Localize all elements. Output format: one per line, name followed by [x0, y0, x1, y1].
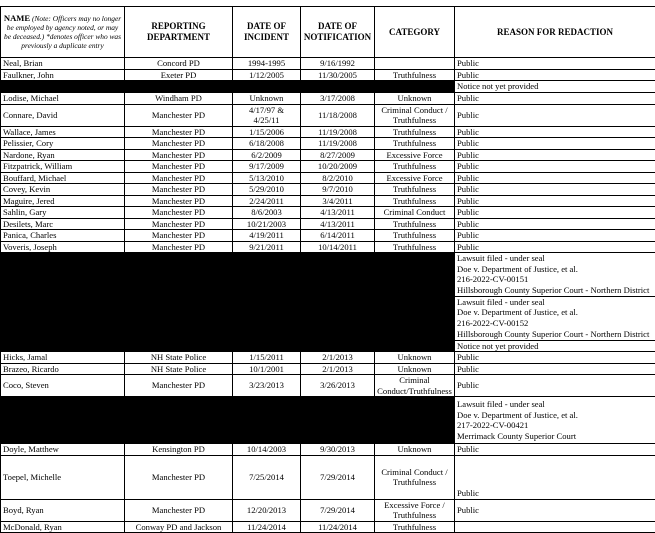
department-cell: Concord PD	[125, 58, 233, 70]
reason-line: 216-2022-CV-00152	[455, 318, 655, 329]
incident-date-cell: 9/17/2009	[233, 161, 301, 173]
table-row	[1, 138, 655, 150]
notification-date-cell: 9/7/2010	[301, 184, 375, 196]
officer-name-cell: Sahlin, Gary	[1, 207, 125, 219]
incident-date-cell: 6/2/2009	[233, 149, 301, 161]
incident-date-cell: 1/15/2006	[233, 126, 301, 138]
table-row	[1, 69, 655, 81]
officer-name-cell: Toepel, Michelle	[1, 455, 125, 499]
reason-cell: Public	[455, 58, 655, 70]
redacted-row	[1, 253, 655, 352]
notification-date-cell: 11/24/2014	[301, 521, 375, 533]
department-cell: Manchester PD	[125, 455, 233, 499]
category-cell: Criminal Conduct / Truthfulness	[375, 455, 455, 499]
reason-cell: Public	[455, 195, 655, 207]
table-row	[1, 444, 655, 456]
notification-date-cell: 9/16/1992	[301, 58, 375, 70]
department-cell: Manchester PD	[125, 126, 233, 138]
table-row	[1, 104, 655, 126]
category-cell: Criminal Conduct	[375, 207, 455, 219]
officer-name-cell: Hicks, Jamal	[1, 352, 125, 364]
officer-name-cell: Nardone, Ryan	[1, 149, 125, 161]
reason-cell	[455, 397, 655, 444]
table-row	[1, 352, 655, 364]
department-cell: Manchester PD	[125, 195, 233, 207]
notification-date-cell: 6/14/2011	[301, 230, 375, 242]
category-cell: Truthfulness	[375, 138, 455, 150]
officer-name-cell: Lodise, Michael	[1, 93, 125, 105]
reason-line: Notice not yet provided	[455, 81, 655, 92]
notification-header: DATE OF NOTIFICATION	[301, 7, 375, 58]
reason-cell: Public	[455, 161, 655, 173]
reason-cell: Public	[455, 104, 655, 126]
department-cell: Manchester PD	[125, 172, 233, 184]
department-cell: Manchester PD	[125, 375, 233, 397]
incident-date-cell: 3/23/2013	[233, 375, 301, 397]
name-header-title: NAME	[4, 13, 30, 23]
reason-cell: Public	[455, 444, 655, 456]
table-row	[1, 218, 655, 230]
incident-date-cell: 1994-1995	[233, 58, 301, 70]
reason-cell	[455, 81, 655, 93]
notification-date-cell: 2/1/2013	[301, 352, 375, 364]
officer-name-cell: Connare, David	[1, 104, 125, 126]
reason-cell	[455, 521, 655, 533]
officer-name-cell: Faulkner, John	[1, 69, 125, 81]
reason-cell: Public	[455, 138, 655, 150]
table-row	[1, 241, 655, 253]
notification-date-cell: 11/19/2008	[301, 138, 375, 150]
reason-cell: Public	[455, 172, 655, 184]
category-cell	[375, 58, 455, 70]
reason-line: Lawsuit filed - under seal	[455, 399, 655, 410]
department-cell: NH State Police	[125, 363, 233, 375]
table-row	[1, 207, 655, 219]
officer-name-cell: Brazeo, Ricardo	[1, 363, 125, 375]
reason-cell: Public	[455, 499, 655, 521]
table-row	[1, 172, 655, 184]
reason-line: Notice not yet provided	[455, 340, 655, 352]
notification-date-cell: 7/29/2014	[301, 499, 375, 521]
name-header	[1, 7, 125, 58]
incident-date-cell: 6/18/2008	[233, 138, 301, 150]
category-cell: Unknown	[375, 444, 455, 456]
category-cell: Truthfulness	[375, 241, 455, 253]
category-cell: Criminal Conduct / Truthfulness	[375, 104, 455, 126]
department-header: REPORTING DEPARTMENT	[125, 7, 233, 58]
table-row	[1, 149, 655, 161]
notification-date-cell: 8/2/2010	[301, 172, 375, 184]
department-cell: Manchester PD	[125, 241, 233, 253]
reason-cell: Public	[455, 363, 655, 375]
reason-cell	[455, 253, 655, 352]
redaction-bar	[1, 397, 455, 444]
incident-header: DATE OF INCIDENT	[233, 7, 301, 58]
table-row	[1, 93, 655, 105]
notification-date-cell: 8/27/2009	[301, 149, 375, 161]
table-row	[1, 499, 655, 521]
category-cell: Excessive Force	[375, 149, 455, 161]
notification-date-cell: 3/26/2013	[301, 375, 375, 397]
notification-date-cell: 3/4/2011	[301, 195, 375, 207]
department-cell: Conway PD and Jackson	[125, 521, 233, 533]
category-cell: Truthfulness	[375, 218, 455, 230]
reason-cell: Public	[455, 69, 655, 81]
table-row	[1, 195, 655, 207]
officer-name-cell: Fitzpatrick, William	[1, 161, 125, 173]
category-cell: Unknown	[375, 363, 455, 375]
reason-line: Hillsborough County Superior Court - Northern District	[455, 329, 655, 340]
department-cell: Manchester PD	[125, 499, 233, 521]
reason-cell: Public	[455, 455, 655, 499]
incident-date-cell: 1/12/2005	[233, 69, 301, 81]
reason-cell: Public	[455, 230, 655, 242]
incident-date-cell: 2/24/2011	[233, 195, 301, 207]
table-row	[1, 161, 655, 173]
category-cell: Truthfulness	[375, 126, 455, 138]
incident-date-cell: 8/6/2003	[233, 207, 301, 219]
notification-date-cell: 11/19/2008	[301, 126, 375, 138]
reason-cell: Public	[455, 241, 655, 253]
department-cell: Kensington PD	[125, 444, 233, 456]
officer-name-cell: Covey, Kevin	[1, 184, 125, 196]
category-cell: Truthfulness	[375, 161, 455, 173]
department-cell: Manchester PD	[125, 149, 233, 161]
incident-date-cell: 10/21/2003	[233, 218, 301, 230]
redaction-table	[0, 6, 655, 533]
incident-date-cell: 10/1/2001	[233, 363, 301, 375]
table-row	[1, 58, 655, 70]
reason-cell: Public	[455, 126, 655, 138]
category-cell: Excessive Force / Truthfulness	[375, 499, 455, 521]
reason-line: 217-2022-CV-00421	[455, 420, 655, 431]
officer-name-cell: Boyd, Ryan	[1, 499, 125, 521]
officer-name-cell: Panica, Charles	[1, 230, 125, 242]
notification-date-cell: 9/30/2013	[301, 444, 375, 456]
officer-name-cell: Desilets, Marc	[1, 218, 125, 230]
department-cell: Manchester PD	[125, 218, 233, 230]
incident-date-cell: Unknown	[233, 93, 301, 105]
officer-name-cell: Neal, Brian	[1, 58, 125, 70]
redaction-bar	[1, 253, 455, 352]
notification-date-cell: 7/29/2014	[301, 455, 375, 499]
table-row	[1, 375, 655, 397]
incident-date-cell: 5/13/2010	[233, 172, 301, 184]
officer-name-cell: Maguire, Jered	[1, 195, 125, 207]
table-row	[1, 230, 655, 242]
notification-date-cell: 4/13/2011	[301, 218, 375, 230]
category-cell: Truthfulness	[375, 69, 455, 81]
department-cell: Manchester PD	[125, 104, 233, 126]
department-cell: Manchester PD	[125, 161, 233, 173]
incident-date-cell: 12/20/2013	[233, 499, 301, 521]
notification-date-cell: 3/17/2008	[301, 93, 375, 105]
redacted-row	[1, 397, 655, 444]
reason-cell: Public	[455, 93, 655, 105]
department-cell: Exeter PD	[125, 69, 233, 81]
officer-name-cell: McDonald, Ryan	[1, 521, 125, 533]
category-cell: Unknown	[375, 352, 455, 364]
table-body	[1, 58, 655, 533]
officer-name-cell: Bouffard, Michael	[1, 172, 125, 184]
reason-cell: Public	[455, 207, 655, 219]
table-row	[1, 126, 655, 138]
notification-date-cell: 11/30/2005	[301, 69, 375, 81]
notification-date-cell: 11/18/2008	[301, 104, 375, 126]
redaction-bar	[1, 81, 455, 93]
reason-line: Doe v. Department of Justice, et al.	[455, 264, 655, 275]
notification-date-cell: 4/13/2011	[301, 207, 375, 219]
reason-cell: Public	[455, 375, 655, 397]
reason-cell: Public	[455, 352, 655, 364]
department-cell: Manchester PD	[125, 138, 233, 150]
incident-date-cell: 4/19/2011	[233, 230, 301, 242]
category-cell: Truthfulness	[375, 184, 455, 196]
department-cell: NH State Police	[125, 352, 233, 364]
incident-date-cell: 1/15/2011	[233, 352, 301, 364]
department-cell: Manchester PD	[125, 184, 233, 196]
category-cell: Unknown	[375, 93, 455, 105]
officer-name-cell: Doyle, Matthew	[1, 444, 125, 456]
redacted-row	[1, 81, 655, 93]
incident-date-cell: 11/24/2014	[233, 521, 301, 533]
reason-line: Hillsborough County Superior Court - Northern District	[455, 285, 655, 296]
officer-name-cell: Pelissier, Cory	[1, 138, 125, 150]
category-cell: Excessive Force	[375, 172, 455, 184]
incident-date-cell: 7/25/2014	[233, 455, 301, 499]
department-cell: Windham PD	[125, 93, 233, 105]
officer-name-cell: Wallace, James	[1, 126, 125, 138]
table-row	[1, 184, 655, 196]
category-cell: Criminal Conduct/Truthfulness	[375, 375, 455, 397]
reason-line: Lawsuit filed - under seal	[455, 253, 655, 264]
table-row	[1, 521, 655, 533]
reason-line: Doe v. Department of Justice, et al.	[455, 307, 655, 318]
reason-line: Lawsuit filed - under seal	[455, 296, 655, 308]
table-row	[1, 455, 655, 499]
category-cell: Truthfulness	[375, 521, 455, 533]
department-cell: Manchester PD	[125, 230, 233, 242]
incident-date-cell: 5/29/2010	[233, 184, 301, 196]
department-cell: Manchester PD	[125, 207, 233, 219]
table-row	[1, 363, 655, 375]
notification-date-cell: 10/14/2011	[301, 241, 375, 253]
notification-date-cell: 2/1/2013	[301, 363, 375, 375]
reason-cell: Public	[455, 149, 655, 161]
reason-line: Doe v. Department of Justice, et al.	[455, 410, 655, 421]
header-row	[1, 7, 655, 58]
category-header: CATEGORY	[375, 7, 455, 58]
incident-date-cell: 4/17/97 & 4/25/11	[233, 104, 301, 126]
incident-date-cell: 10/14/2003	[233, 444, 301, 456]
category-cell: Truthfulness	[375, 230, 455, 242]
officer-name-cell: Voveris, Joseph	[1, 241, 125, 253]
name-header-note: (Note: Officers may no longer be employed by agency noted, or may be deceased.) *denotes officer who was previously a duplicate entry	[4, 14, 121, 50]
incident-date-cell: 9/21/2011	[233, 241, 301, 253]
notification-date-cell: 10/20/2009	[301, 161, 375, 173]
reason-cell: Public	[455, 218, 655, 230]
reason-line: 216-2022-CV-00151	[455, 274, 655, 285]
reason-cell: Public	[455, 184, 655, 196]
reason-line: Merrimack County Superior Court	[455, 431, 655, 442]
reason-header: REASON FOR REDACTION	[455, 7, 655, 58]
officer-name-cell: Coco, Steven	[1, 375, 125, 397]
category-cell: Truthfulness	[375, 195, 455, 207]
